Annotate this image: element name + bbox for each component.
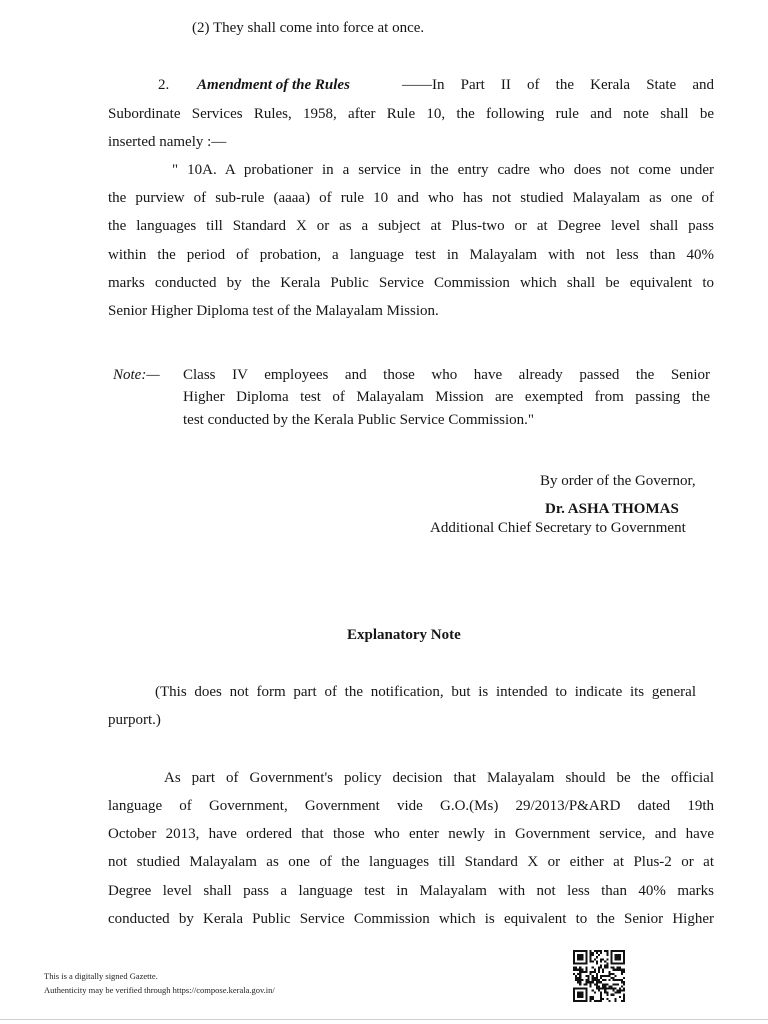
page-bottom-rule	[0, 1019, 768, 1020]
explanatory-intro-line-1: (This does not form part of the notification, but is intended to indicate its general	[155, 684, 696, 700]
amendment-line-3: inserted namely :—	[108, 134, 227, 150]
rule10a-line-4: within the period of probation, a language test in Malayalam with not less than 40%	[108, 247, 714, 263]
note-line-1: Class IV employees and those who have already passed the Senior	[183, 367, 710, 383]
rule10a-line-6: Senior Higher Diploma test of the Malayalam Mission.	[108, 303, 439, 319]
note-line-3: test conducted by the Kerala Public Service Commission."	[183, 412, 535, 428]
amendment-title: Amendment of the Rules	[197, 77, 350, 93]
clause-2: (2) They shall come into force at once.	[192, 20, 425, 36]
amendment-line-2: Subordinate Services Rules, 1958, after Rule 10, the following rule and note shall be	[108, 106, 714, 122]
explanatory-body-line-3: October 2013, have ordered that those who enter newly in Government service, and have	[108, 826, 714, 842]
rule10a-line-2: the purview of sub-rule (aaaa) of rule 10 and who has not studied Malayalam as one of	[108, 190, 714, 206]
note-line-2: Higher Diploma test of Malayalam Mission are exempted from passing the	[183, 389, 710, 405]
amendment-number: 2.	[158, 77, 170, 93]
explanatory-body-line-2: language of Government, Government vide G.O.(Ms) 29/2013/P&ARD dated 19th	[108, 798, 714, 814]
explanatory-body-line-5: Degree level shall pass a language test in Malayalam with not less than 40% marks	[108, 883, 714, 899]
explanatory-heading: Explanatory Note	[347, 627, 461, 643]
explanatory-body-line-1: As part of Government's policy decision that Malayalam should be the official	[164, 770, 714, 786]
rule10a-line-5: marks conducted by the Kerala Public Service Commission which shall be equivalent to	[108, 275, 714, 291]
qr-code-icon	[573, 950, 625, 1002]
amendment-line-1: ——In Part II of the Kerala State and	[402, 77, 714, 93]
footer-signed-note: This is a digitally signed Gazette.	[44, 971, 158, 981]
footer-verify-note: Authenticity may be verified through https://compose.kerala.gov.in/	[44, 985, 275, 995]
signature-name: Dr. ASHA THOMAS	[545, 501, 679, 517]
explanatory-intro-line-2: purport.)	[108, 712, 161, 728]
signature-designation: Additional Chief Secretary to Government	[430, 520, 686, 536]
rule10a-line-1: " 10A. A probationer in a service in the entry cadre who does not come under	[172, 162, 714, 178]
explanatory-body-line-6: conducted by Kerala Public Service Commission which is equivalent to the Senior Higher	[108, 911, 714, 927]
explanatory-body-line-4: not studied Malayalam as one of the languages till Standard X or either at Plus-2 or at	[108, 854, 714, 870]
rule10a-line-3: the languages till Standard X or as a subject at Plus-two or at Degree level shall pass	[108, 218, 714, 234]
note-label: Note:—	[113, 367, 160, 383]
signature-order: By order of the Governor,	[540, 473, 696, 489]
